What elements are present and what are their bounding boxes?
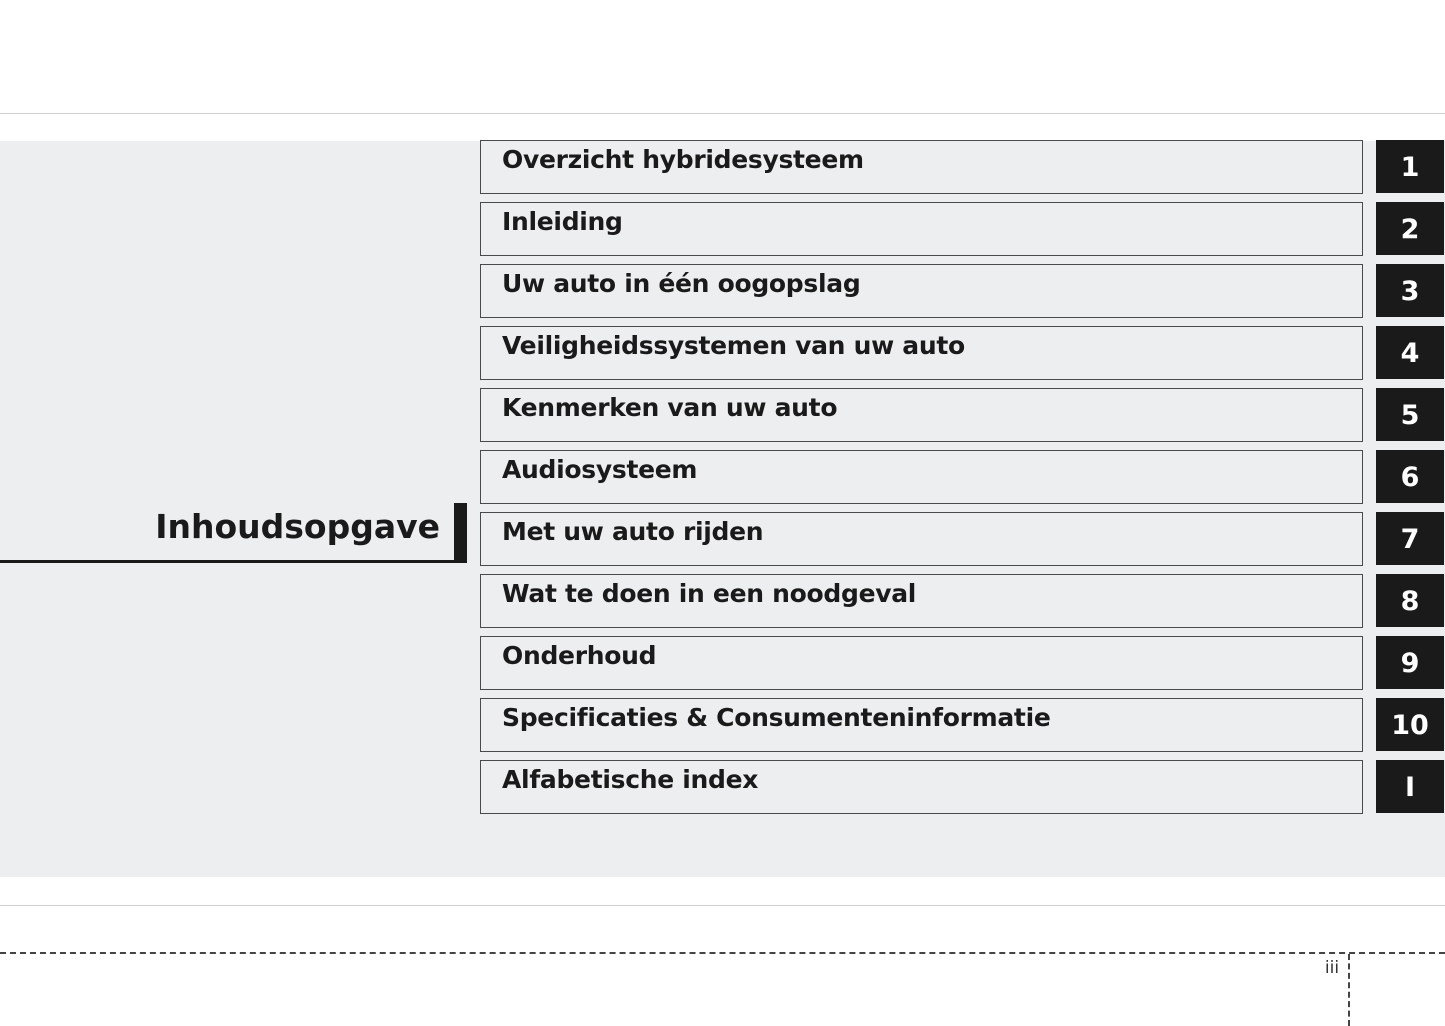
toc-entry[interactable] [480, 202, 1445, 256]
chapter-tab[interactable]: 5 [1376, 388, 1444, 441]
toc-entry[interactable] [480, 140, 1445, 194]
toc-entry-label: Onderhoud [502, 641, 657, 670]
page-title: Inhoudsopgave [155, 507, 440, 546]
toc-entry[interactable] [480, 636, 1445, 690]
cut-line-vertical [1348, 954, 1350, 1026]
toc-entry[interactable] [480, 326, 1445, 380]
toc-entry-box[interactable] [480, 326, 1363, 380]
toc-entry[interactable] [480, 698, 1445, 752]
toc-entry[interactable] [480, 574, 1445, 628]
toc-entry[interactable] [480, 512, 1445, 566]
toc-entry-box[interactable] [480, 698, 1363, 752]
toc-entry[interactable] [480, 760, 1445, 814]
toc-entry-label: Overzicht hybridesysteem [502, 145, 864, 174]
chapter-tab[interactable]: 8 [1376, 574, 1444, 627]
toc-entry[interactable] [480, 264, 1445, 318]
page-number: iii [1324, 958, 1340, 978]
toc-entry-label: Specificaties & Consumenteninformatie [502, 703, 1051, 732]
cut-line-horizontal [0, 952, 1445, 954]
chapter-tab[interactable]: 2 [1376, 202, 1444, 255]
chapter-tab[interactable]: 9 [1376, 636, 1444, 689]
toc-entry-box[interactable] [480, 636, 1363, 690]
toc-entry-label: Uw auto in één oogopslag [502, 269, 861, 298]
toc-entry-box[interactable] [480, 264, 1363, 318]
toc-entry-label: Veiligheidssystemen van uw auto [502, 331, 965, 360]
toc-entry-box[interactable] [480, 512, 1363, 566]
toc-entry-box[interactable] [480, 760, 1363, 814]
toc-entry[interactable] [480, 388, 1445, 442]
toc-entry-label: Wat te doen in een noodgeval [502, 579, 917, 608]
toc-entry-label: Met uw auto rijden [502, 517, 764, 546]
chapter-tab[interactable]: 3 [1376, 264, 1444, 317]
chapter-tab[interactable]: I [1376, 760, 1444, 813]
toc-entry-label: Audiosysteem [502, 455, 698, 484]
toc-entry-label: Alfabetische index [502, 765, 759, 794]
toc-entry-box[interactable] [480, 202, 1363, 256]
toc-entry[interactable] [480, 450, 1445, 504]
toc-entry-label: Inleiding [502, 207, 623, 236]
chapter-tab[interactable]: 6 [1376, 450, 1444, 503]
chapter-tab[interactable]: 7 [1376, 512, 1444, 565]
bottom-divider [0, 905, 1445, 906]
toc-entry-box[interactable] [480, 574, 1363, 628]
chapter-tab[interactable]: 1 [1376, 140, 1444, 193]
toc-entry-box[interactable] [480, 140, 1363, 194]
toc-entry-box[interactable] [480, 388, 1363, 442]
toc-entry-label: Kenmerken van uw auto [502, 393, 838, 422]
toc-entry-box[interactable] [480, 450, 1363, 504]
chapter-tab[interactable]: 10 [1376, 698, 1444, 751]
chapter-tab[interactable]: 4 [1376, 326, 1444, 379]
